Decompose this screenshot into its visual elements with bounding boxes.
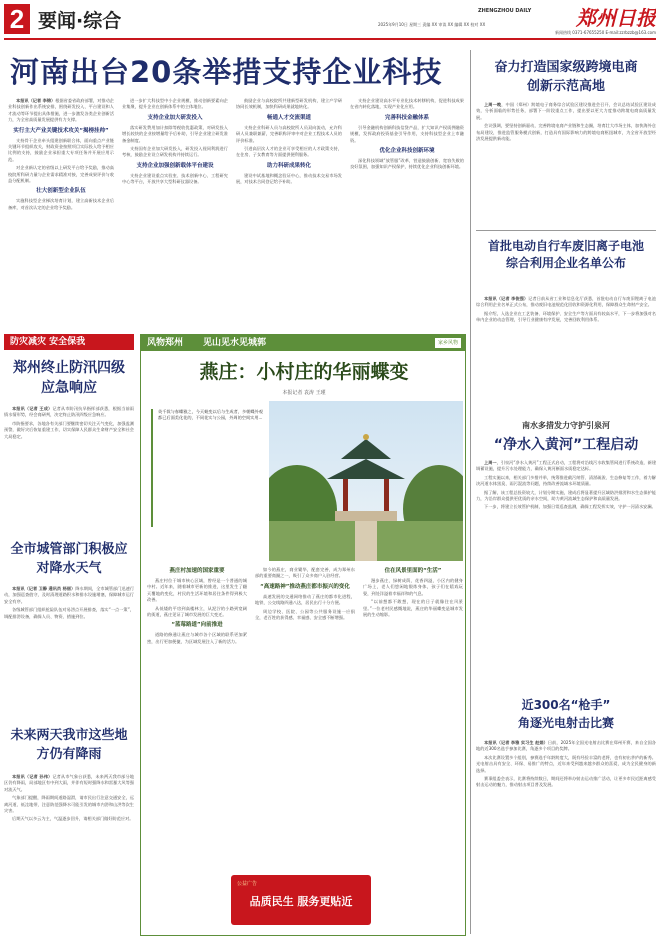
feature-subhead-1: 燕庄村加速的国家重要 bbox=[169, 568, 225, 574]
right-low-body: 上周一，引泉河“净水入黄河”工程正式启动，工程将对沿线污水收集管网进行系统改造，新建调蓄设施，提升污水处理能力，确保入黄河断面水质稳定达标。 工程实施以来，相关部门多措并举，统筹推进截污纳管、清淤疏浚、生态修复等工作，着力解决河道水体黑臭、雨污混流等问题，持续改善流域水环境质量。 据了解，该工程总投资较大，计划分期实施，建成后将显著提升区域防洪排涝和水生态保护能力，为沿岸群众提供更优质的亲水空间，助力黄河流域生态保护和高质量发展。 下一步，将建立长效管护机制，加强日常巡查监测，确保工程发挥实效，守护一河清水安澜。 bbox=[476, 460, 656, 510]
lead-subhead-5: 畅通人才交流渠道 bbox=[266, 114, 311, 121]
lead-subhead-6: 助力科研成果转化 bbox=[266, 162, 311, 169]
lead-byline: 本报讯（记者 李锦） bbox=[16, 98, 56, 103]
story1-body: 本报讯（记者 王成）记者从市防汛抗旱指挥部获悉，根据当前雨情水情形势，经会商研判，决定终止防汛四级应急响应。 市防指要求，各地各有关部门要继续密切关注天气变化，加强监测预警，做好灾后恢复重建工作，切实保障人民群众生命财产安全和社会大局稳定。 bbox=[4, 406, 134, 439]
paper-name-en: ZHENGZHOU DAILY bbox=[478, 8, 532, 14]
right-bottom-story bbox=[476, 688, 656, 936]
right-top-body: 上周一晚，中国（郑州）跨境电子商务综合试验区建设推进会召开，会议总结试验区建设成效，分析面临的形势任务，部署下一阶段重点工作，提出要以更大力度推动跨境电商高质量发展。 会议强调，要坚持创新驱动，完善跨境电商产业链和生态圈，培育壮大市场主体，加快海外仓布局建设，推进监管服务模式创新，打造具有国际影响力的跨境电商枢纽城市，为全省开放型经济发展提供新动能。 bbox=[476, 102, 656, 142]
feature-poem-text: 英千裁与春蝶雅之，今天蜕变以后与生成者，多朝蝶外观都已后面美化花的，不同花实与公园，外周的空间实用... bbox=[158, 409, 263, 421]
feature-subhead-4: 住在风景里面的“生活” bbox=[384, 568, 442, 574]
story2-headline: 全市城管部门积极应对降水天气 bbox=[10, 542, 128, 576]
lead-subhead-1: 实行主大产业关键技术攻关“揭榜挂帅” bbox=[13, 127, 109, 134]
right-top-dateline: 上周一晚 bbox=[484, 102, 502, 107]
feature-subhead-2: “蓝莓路道”向前推进 bbox=[171, 622, 223, 629]
photo-path bbox=[355, 521, 377, 561]
photo-pavilion-base bbox=[335, 511, 397, 521]
right-column-divider bbox=[470, 50, 471, 934]
ad-banner[interactable] bbox=[231, 875, 371, 925]
right-mid-byline: 本报讯（记者 李俊强） bbox=[484, 296, 529, 301]
feature-column-tag: 风物郑州 bbox=[147, 338, 184, 348]
feature-headline: 燕庄：小村庄的华丽蝶变 bbox=[199, 361, 409, 383]
pavilion-photo bbox=[269, 401, 463, 561]
right-top-story bbox=[476, 50, 656, 232]
feature-byline: 本报记者 袁涛 王瑾 bbox=[282, 390, 326, 396]
page-number: 2 bbox=[9, 4, 25, 34]
right-bottom-byline: 本报讯（记者 李雅 实习生 赵娟） bbox=[484, 740, 548, 745]
lead-subhead-7: 完善科技金融体系 bbox=[384, 114, 429, 121]
ad-slogan: 品质民生 服务更贴近 bbox=[249, 895, 353, 908]
story3-headline: 未来两天我市这些地方仍有降雨 bbox=[10, 728, 128, 762]
right-bottom-kicker: 近300名“枪手” bbox=[521, 698, 611, 712]
contact-line: 新闻热线 0371-67655250 E-mail:zzrbzzb@163.com bbox=[555, 30, 656, 35]
left-banner bbox=[4, 334, 134, 350]
feature-block bbox=[140, 334, 466, 936]
right-bottom-body: 本报讯（记者 李雅 实习生 赵娟）日前，2025年全国光电射击比赛在郑州开赛，来自全国各地的近300名选手参加比赛，角逐多个项目的奖牌。 本次比赛设置多个组别，参赛选手年龄跨度大，既有经验丰富的老将，也有初出茅庐的新秀。光电射击具有安全、环保、易推广的特点，近年来受到越来越多群众的喜爱，成为全民健身的新选择。 赛事组委会表示，比赛将持续数日，期间还将举办射击运动推广活动，让更多市民近距离感受射击运动的魅力，推动射击项目普及发展。 bbox=[476, 740, 656, 788]
lead-headline: 河南出台20条举措支持企业科技 bbox=[10, 55, 443, 89]
feature-subhead-3: “高速路神”推动燕庄都市振兴的变化 bbox=[260, 583, 350, 590]
right-low-headline: “净水入黄河”工程启动 bbox=[493, 437, 639, 453]
page-header bbox=[0, 0, 660, 40]
feature-col-2: 如今的燕庄，商业繁华，配套完善，成为郑州东部的重要商圈之一，吸引了众多商户入驻经营。 “高速路神”推动燕庄都市振兴的变化 高速发展的交通网络推动了燕庄的都市化进程，地铁、公交线路四通八达，居民出行十分方便。 周边学校、医院、公园等公共服务设施一应俱全，老百姓的获得感、幸福感、安全感不断增强。 bbox=[255, 567, 355, 621]
feature-column-bar bbox=[141, 335, 466, 351]
lead-subhead-8: 优化企业科技创新环境 bbox=[379, 148, 435, 155]
right-low-kicker: 南水多措发力守护引泉河 bbox=[522, 421, 610, 430]
photo-pavilion-finial bbox=[363, 434, 369, 440]
story3-byline: 本报讯（记者 孙伟） bbox=[12, 774, 53, 779]
feature-col-1: 燕庄村加速的国家重要 燕庄村位于城市核心区域，曾经是一个普通的城中村。近年来，随着城市更新的推进，这里发生了翻天覆地的变化，村民的生活环境和居住条件得到极大改善。 从低矮的平房到高楼林立，从泥泞的小路到宽阔的街道，燕庄见证了城市发展的巨大变迁。 “蓝莓路道”向前推进 道路的修通让燕庄与城市各个区域的联系更加紧密，出行更加便捷，为区域发展注入了新的活力。 bbox=[147, 568, 247, 644]
right-bottom-headline: 角逐光电射击比赛 bbox=[517, 716, 614, 730]
right-mid-headline-text: 首批电动自行车废旧离子电池综合利用企业名单公布 bbox=[487, 239, 644, 270]
paper-name-cn: 郑州日报 bbox=[576, 6, 656, 28]
feature-column-badge: 家乡风物 bbox=[435, 338, 461, 348]
page-number-box bbox=[4, 4, 30, 34]
right-low-story bbox=[476, 416, 656, 686]
story2-byline: 本报讯（记者 卫静 通讯员 杨丽） bbox=[12, 586, 76, 591]
lead-subhead-3: 支持企业加大研发投入 bbox=[147, 114, 203, 121]
date-line: 2025年9月10日 星期三 责编 XX 审读 XX 编辑 XX 校对 XX bbox=[378, 22, 486, 27]
right-mid-headline bbox=[476, 238, 656, 284]
lead-body bbox=[8, 98, 464, 330]
right-mid-body: 本报讯（记者 李俊强）记者日前从省工业和信息化厅获悉，首批电动自行车废旧锂离子电池综合利用企业名单正式公布，推动废旧电池规范化回收和资源化利用，保障群众生命财产安全。 据介绍，入选企业在工艺装备、环境保护、安全生产等方面具有较高水平，下一步将加强对名单内企业的动态管理，引导行业健康有序发展，完善回收利用体系。 bbox=[476, 296, 656, 323]
left-banner-text: 防灾减灾 安全保我 bbox=[10, 337, 86, 347]
feature-body bbox=[147, 567, 463, 867]
right-mid-story bbox=[476, 234, 656, 414]
right-low-dateline: 上周一 bbox=[484, 460, 497, 465]
lead-subhead-4: 支持企业加强创新载体平台建设 bbox=[136, 162, 214, 169]
story1-byline: 本报讯（记者 王成） bbox=[12, 406, 53, 411]
left-column bbox=[4, 334, 134, 936]
story2-body: 本报讯（记者 卫静 通讯员 杨丽）降水期间，全市城管部门迅速行动，加强巡查值守，及时清理道路积水和排水设施堵塞，保障城市运行安全有序。 各级城管部门组织抢险队伍对易涝点开展排查，落实“一点一策”，调配排涝设备，确保人员、物资、措施到位。 bbox=[4, 586, 134, 619]
lead-subhead-2: 壮大创新型企业队伍 bbox=[36, 188, 86, 195]
photo-pavilion-pillar-right bbox=[384, 477, 389, 511]
story3-body: 本报讯（记者 孙伟）记者从市气象台获悉，未来两天我市部分地区仍有降雨，局部地区有中到大雨，并伴有短时强降水和雷暴大风等强对流天气。 气象部门提醒，降雨期间道路湿滑，请市民出行注意交通安全，远离河道、低洼地带，注意防范强降水可能引发的城市内涝和山洪等次生灾害。 后期天气以多云为主，气温逐步回升，请相关部门做好防范应对。 bbox=[4, 774, 134, 822]
lead-col-3: 鼓励企业与高校院所共建新型研发机构，建立产学研协同长效机制，加快科研成果就地转化。 畅通人才交流渠道 支持企业科研人员与高校院所人员双向流动，允许科研人员兼职兼薪，完善职称评审中对企业工程技术人员的评价标准。 引进高层次人才的企业可享受相应的人才政策支持，在住房、子女教育等方面提供便利服务。 助力科研成果转化 建设中试基地和概念验证中心，推动技术交易市场发展，对技术合同登记给予补助。 bbox=[236, 98, 342, 185]
feature-poem bbox=[151, 409, 263, 527]
story1-headline: 郑州终止防汛四级应急响应 bbox=[13, 360, 125, 396]
lead-col-1: 本报讯（记者 李锦）根据省委省政府部署，对推动企业科技创新作出系统安排，围绕研发投入、平台建设和人才流动等环节提出具体措施，进一步激发各类企业创新活力，为全省高质量发展提供有力支撑。 实行主大产业关键技术攻关“揭榜挂帅” 支持骨干企业牵头组建创新联合体，面向重点产业链关键环节组织攻关，财政资金按照项目实际投入给予相应比例的支持，鼓励企业承担重大专项任务并开展应用示范。 对企业新认定的省级以上研发平台给予奖励，推动高校院所科研力量与企业需求精准对接，完善成果评价与收益分配机制。 壮大创新型企业队伍 实施科技型企业梯次培育计划，建立高新技术企业后备库，对首次认定的企业给予奖励。 bbox=[8, 98, 114, 210]
right-top-headline-text: 奋力打造国家级跨境电商创新示范高地 bbox=[494, 60, 638, 94]
section-title: 要闻·综合 bbox=[38, 10, 122, 32]
lead-col-4: 支持企业建设高水平专业化技术转移机构，促进科技成果在省内转化落地，实现产业化应用。 完善科技金融体系 引导金融机构创新科技信贷产品，扩大知识产权质押融资规模，发挥政府投资基金引导作用，支持科技型企业上市融资。 优化企业科技创新环境 深化科技领域“放管服”改革，营造鼓励创新、宽容失败的良好氛围，加强知识产权保护，持续优化企业科技创新环境。 bbox=[350, 98, 464, 170]
header-rule bbox=[4, 38, 656, 40]
lead-col-2: 进一步扩大科技型中小企业规模，推动创新要素向企业集聚，提升企业在创新体系中的主体地位。 支持企业加大研发投入 落实研发费用加计扣除等税收优惠政策，对研发投入增长较快的企业按增量给予后补助，引导企业建立研发准备金制度。 支持国有企业加大研发投入，研发投入视同利润进行考核，鼓励企业设立研发机构并持续运行。 支持企业加强创新载体平台建设 支持企业建设重点实验室、技术创新中心、工程研究中心等平台，开放共享大型科研仪器设备。 bbox=[122, 98, 228, 185]
right-top-headline bbox=[476, 58, 656, 98]
feature-col-3: 住在风景里面的“生活” 漫步燕庄，绿树成荫，花香四溢，小区内的健身广场上，老人们悠闲地锻炼身体，孩子们在嬉戏玩耍，到处洋溢着幸福祥和的气息。 “以前想都不敢想，现在的日子就像住在风景里。”一位老村民感慨地说，燕庄的华丽蝶变是城市发展的生动缩影。 bbox=[363, 568, 463, 618]
photo-pavilion-pillar-left bbox=[343, 477, 348, 511]
ad-label: 公益广告 bbox=[237, 881, 258, 887]
right-top-rule bbox=[476, 230, 656, 231]
feature-column-subtitle: 见山见水见城郭 bbox=[203, 338, 267, 348]
